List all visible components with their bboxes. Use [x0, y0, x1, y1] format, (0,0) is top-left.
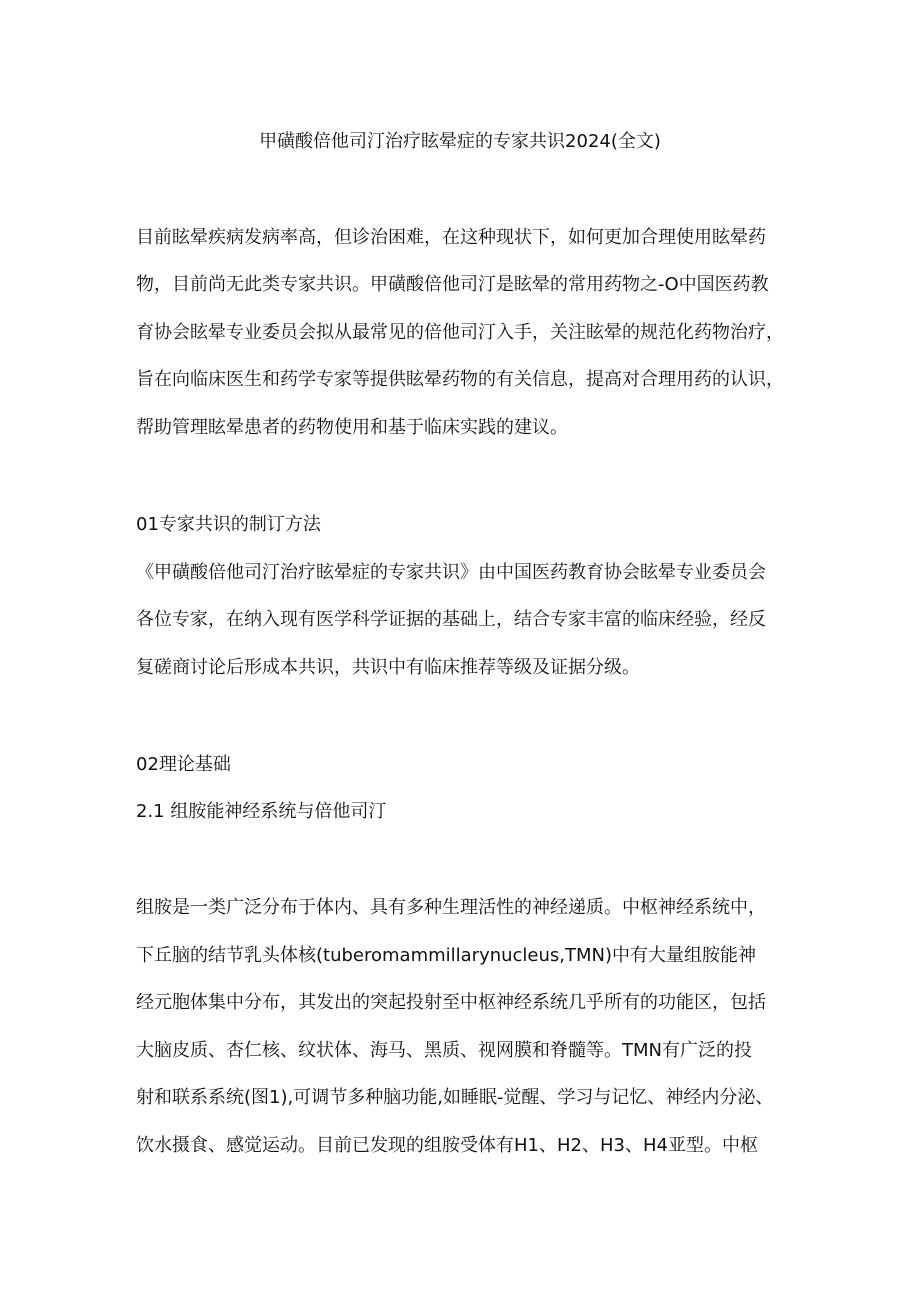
intro-line: 育协会眩晕专业委员会拟从最常见的倍他司汀入手，关注眩晕的规范化药物治疗， [136, 322, 784, 343]
section-2-line: 组胺是一类广泛分布于体内、具有多种生理活性的神经递质。中枢神经系统中， [136, 897, 766, 918]
section-2-line: 射和联系系统(图1),可调节多种脑功能,如睡眠-觉醒、学习与记忆、神经内分泌、 [136, 1087, 774, 1108]
section-2-heading: 02理论基础 [136, 754, 231, 775]
section-1-heading: 01专家共识的制订方法 [136, 514, 321, 535]
section-2-subheading: 2.1 组胺能神经系统与倍他司汀 [136, 801, 387, 822]
document-title: 甲磺酸倍他司汀治疗眩晕症的专家共识2024(全文) [259, 131, 661, 152]
section-1-line: 复磋商讨论后形成本共识，共识中有临床推荐等级及证据分级。 [136, 657, 640, 678]
intro-line: 目前眩晕疾病发病率高，但诊治困难，在这种现状下，如何更加合理使用眩晕药 [136, 227, 766, 248]
section-2-line: 大脑皮质、杏仁核、纹状体、海马、黑质、视网膜和脊髓等。TMN有广泛的投 [136, 1040, 752, 1061]
section-1-line: 《甲磺酸倍他司汀治疗眩晕症的专家共识》由中国医药教育协会眩晕专业委员会 [136, 562, 766, 583]
intro-line: 旨在向临床医生和药学专家等提供眩晕药物的有关信息，提高对合理用药的认识， [136, 369, 784, 390]
section-1-line: 各位专家，在纳入现有医学科学证据的基础上，结合专家丰富的临床经验，经反 [136, 609, 766, 630]
intro-line: 帮助管理眩晕患者的药物使用和基于临床实践的建议。 [136, 417, 568, 438]
intro-line: 物，目前尚无此类专家共识。甲磺酸倍他司汀是眩晕的常用药物之-O中国医药教 [136, 274, 769, 295]
section-2-line: 下丘脑的结节乳头体核(tuberomammillarynucleus,TMN)中有大量组胺能神 [136, 945, 757, 966]
section-2-line: 经元胞体集中分布，其发出的突起投射至中枢神经系统几乎所有的功能区，包括 [136, 992, 766, 1013]
section-2-line: 饮水摄食、感觉运动。目前已发现的组胺受体有H1、H2、H3、H4亚型。中枢 [136, 1135, 758, 1156]
